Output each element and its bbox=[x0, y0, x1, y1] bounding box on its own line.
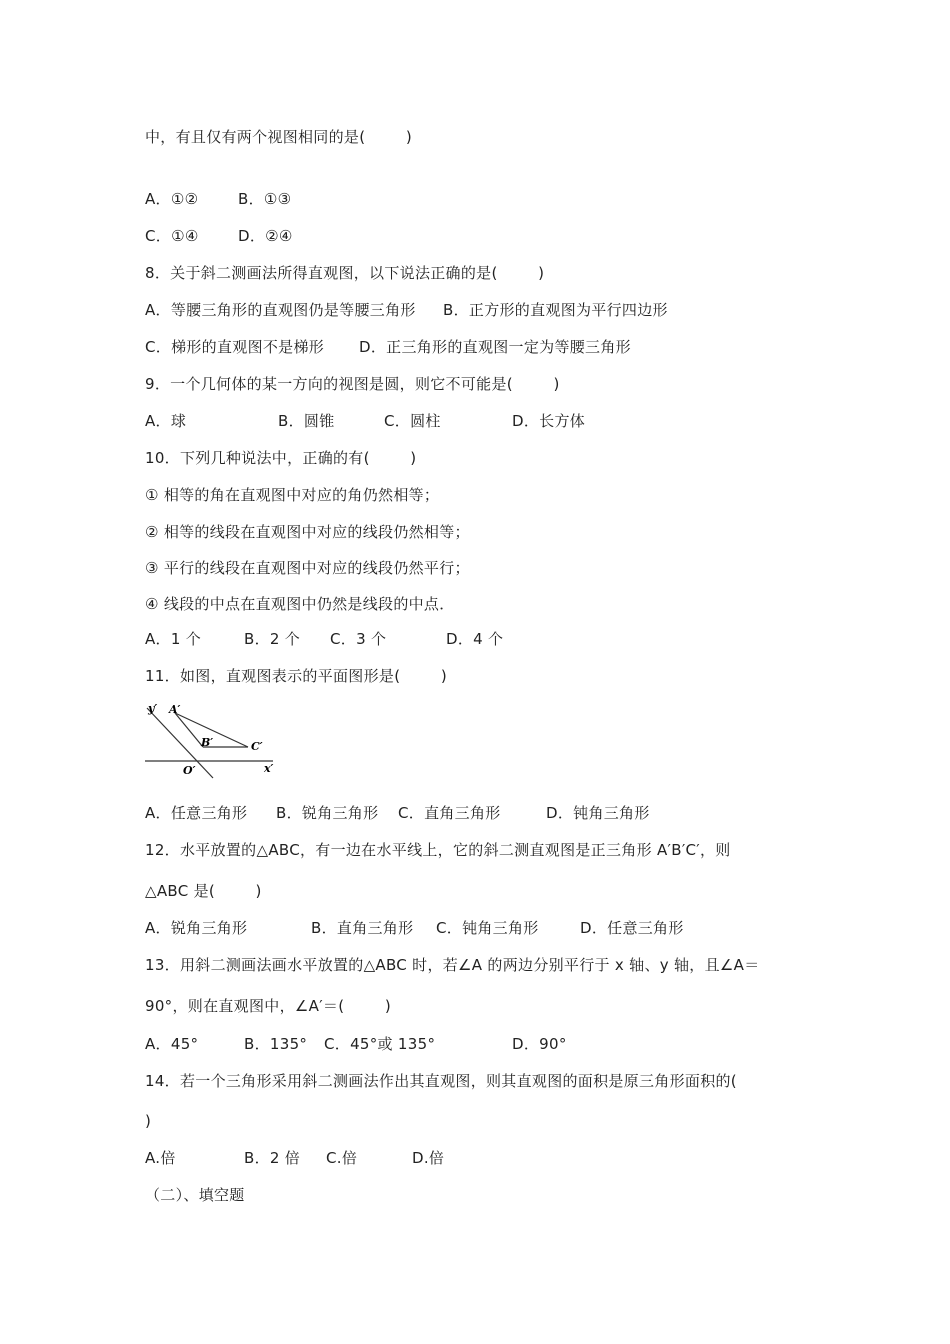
q9-option-d: D．长方体 bbox=[512, 412, 586, 430]
q14-option-c: C.倍 bbox=[326, 1149, 358, 1167]
label-a: A′ bbox=[169, 703, 181, 716]
q11-option-c: C．直角三角形 bbox=[398, 804, 501, 822]
q13-option-c: C．45°或 135° bbox=[324, 1035, 436, 1053]
q12-stem-line1: 12．水平放置的△ABC，有一边在水平线上，它的斜二测直观图是正三角形 A′B′C′，则 bbox=[145, 841, 731, 859]
q7-option-c: C．①④ bbox=[145, 227, 199, 245]
q14-option-d: D.倍 bbox=[412, 1149, 445, 1167]
q12-option-d: D．任意三角形 bbox=[580, 919, 684, 937]
label-x: x′ bbox=[264, 762, 274, 775]
q10-option-d: D．4 个 bbox=[446, 630, 504, 648]
q10-item-4: ④ 线段的中点在直观图中仍然是线段的中点． bbox=[145, 595, 455, 613]
q12-option-c: C．钝角三角形 bbox=[436, 919, 539, 937]
q14-stem-line1: 14．若一个三角形采用斜二测画法作出其直观图，则其直观图的面积是原三角形面积的( bbox=[145, 1072, 737, 1090]
q9-option-a: A．球 bbox=[145, 412, 187, 430]
q8-option-d: D．正三角形的直观图一定为等腰三角形 bbox=[359, 338, 631, 356]
q10-item-3: ③ 平行的线段在直观图中对应的线段仍然平行； bbox=[145, 559, 470, 577]
q9-stem: 9．一个几何体的某一方向的视图是圆，则它不可能是( ) bbox=[145, 375, 560, 393]
q11-option-b: B．锐角三角形 bbox=[276, 804, 379, 822]
oblique-triangle-figure bbox=[143, 700, 283, 782]
q10-stem: 10．下列几种说法中，正确的有( ) bbox=[145, 449, 417, 467]
q10-option-b: B．2 个 bbox=[244, 630, 301, 648]
q9-option-c: C．圆柱 bbox=[384, 412, 441, 430]
q12-option-b: B．直角三角形 bbox=[311, 919, 414, 937]
q13-option-a: A．45° bbox=[145, 1035, 199, 1053]
q13-option-d: D．90° bbox=[512, 1035, 567, 1053]
q10-option-c: C．3 个 bbox=[330, 630, 387, 648]
q8-option-b: B．正方形的直观图为平行四边形 bbox=[443, 301, 668, 319]
q7-option-a: A．①② bbox=[145, 190, 199, 208]
q11-stem: 11．如图，直观图表示的平面图形是( ) bbox=[145, 667, 448, 685]
q7-option-d: D．②④ bbox=[238, 227, 293, 245]
label-y: y′ bbox=[148, 702, 158, 715]
q12-option-a: A．锐角三角形 bbox=[145, 919, 248, 937]
q13-stem-line2: 90°，则在直观图中，∠A′＝( ) bbox=[145, 997, 392, 1015]
q8-option-a: A．等腰三角形的直观图仍是等腰三角形 bbox=[145, 301, 416, 319]
q11-option-d: D．钝角三角形 bbox=[546, 804, 650, 822]
q9-option-b: B．圆锥 bbox=[278, 412, 335, 430]
q10-item-2: ② 相等的线段在直观图中对应的线段仍然相等； bbox=[145, 523, 470, 541]
q13-stem-line1: 13．用斜二测画法画水平放置的△ABC 时，若∠A 的两边分别平行于 x 轴、y 轴，且∠A＝ bbox=[145, 956, 760, 974]
q12-stem-line2: △ABC 是( ) bbox=[145, 882, 262, 900]
q13-option-b: B．135° bbox=[244, 1035, 308, 1053]
q7-option-b: B．①③ bbox=[238, 190, 292, 208]
q14-option-b: B．2 倍 bbox=[244, 1149, 301, 1167]
section-title: （二）、填空题 bbox=[145, 1186, 245, 1204]
q14-option-a: A.倍 bbox=[145, 1149, 176, 1167]
q11-option-a: A．任意三角形 bbox=[145, 804, 248, 822]
q10-item-1: ① 相等的角在直观图中对应的角仍然相等； bbox=[145, 486, 440, 504]
q8-option-c: C．梯形的直观图不是梯形 bbox=[145, 338, 325, 356]
q8-stem: 8．关于斜二测画法所得直观图，以下说法正确的是( ) bbox=[145, 264, 545, 282]
q7-stem: 中，有且仅有两个视图相同的是( ) bbox=[145, 128, 413, 146]
label-o: O′ bbox=[183, 764, 196, 777]
q10-option-a: A．1 个 bbox=[145, 630, 202, 648]
q14-stem-line2: ) bbox=[145, 1112, 152, 1130]
label-c: C′ bbox=[251, 740, 263, 753]
label-b: B′ bbox=[201, 736, 214, 749]
